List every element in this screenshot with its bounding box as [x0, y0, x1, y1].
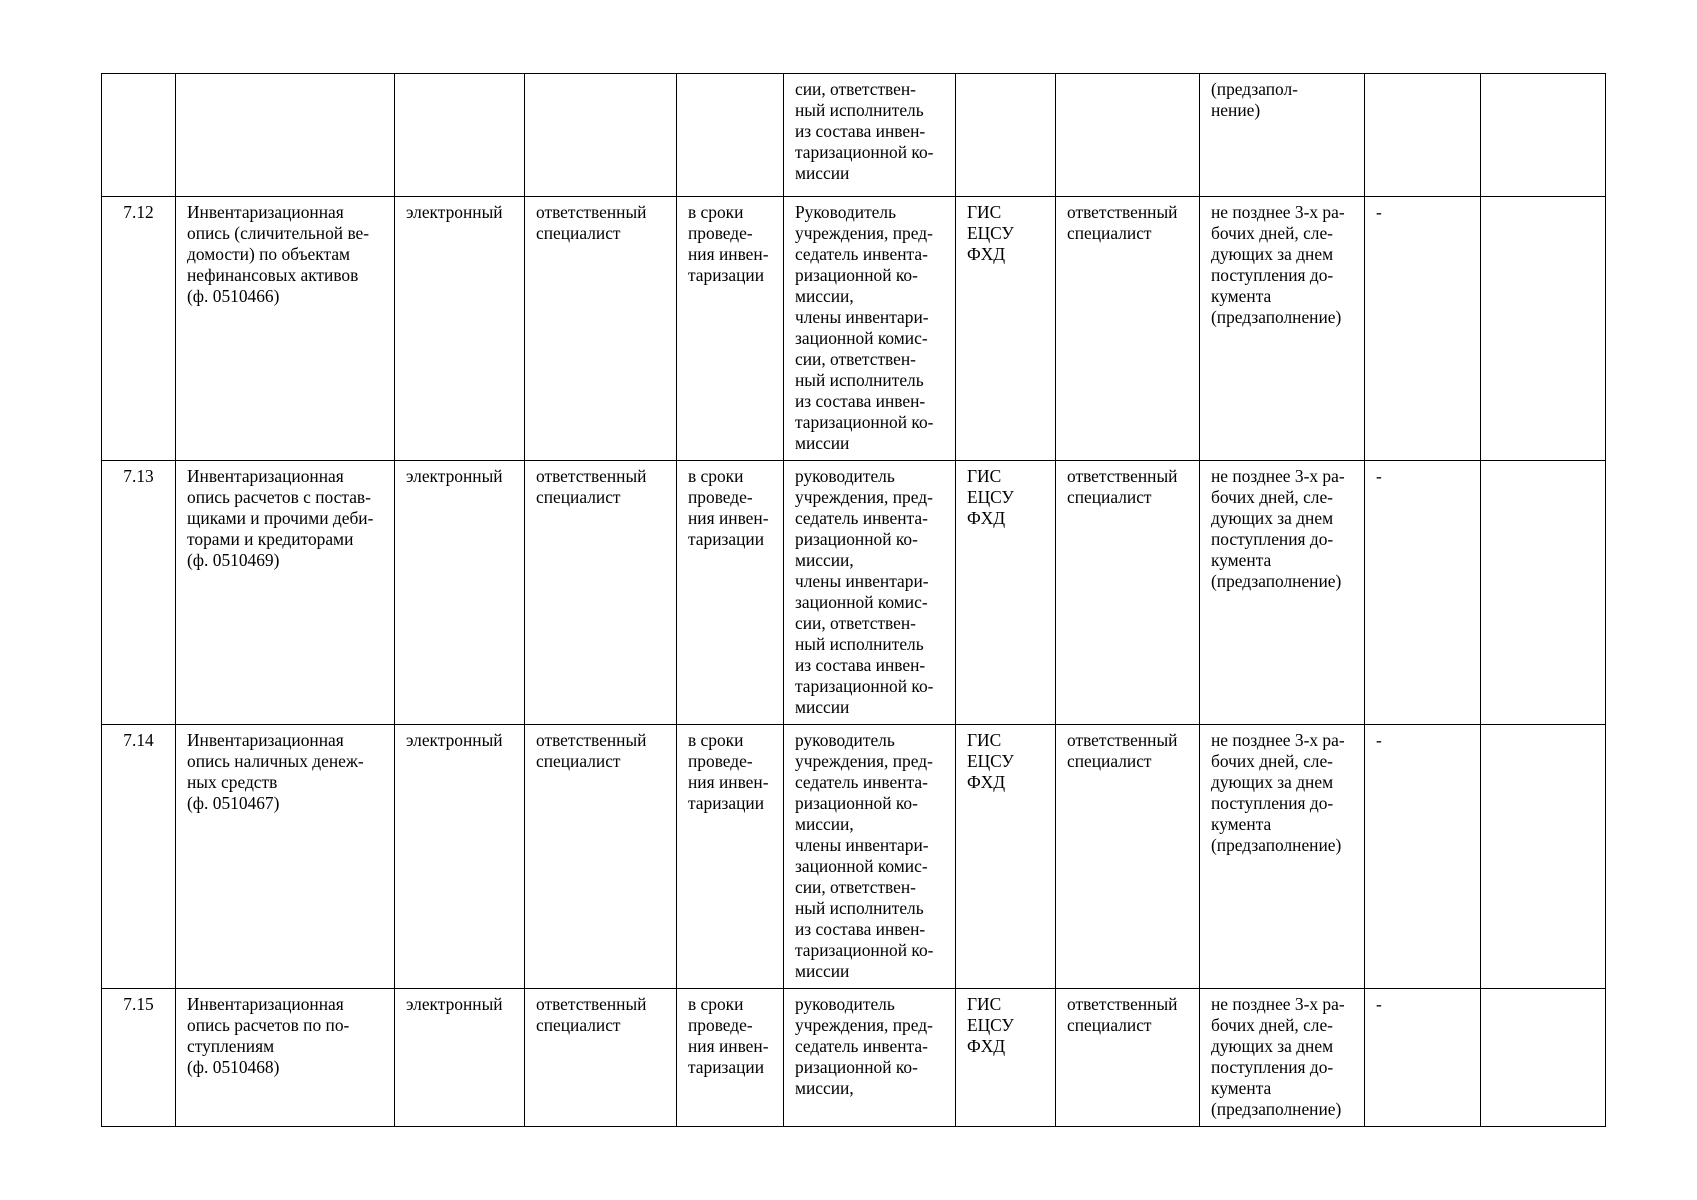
document-format: электронный	[406, 730, 503, 750]
information-system: ГИС ЕЦСУ ФХД	[967, 466, 1014, 528]
document-name: Инвентаризационная опись наличных денеж- ных средств (ф. 0510467)	[187, 730, 364, 813]
information-system: ГИС ЕЦСУ ФХД	[967, 202, 1014, 264]
document-submitter: ответственный специалист	[1067, 994, 1178, 1035]
transfer-deadline: не позднее 3-х ра- бочих дней, сле- дующих за днем поступления до- кумента (предзаполнение)	[1211, 202, 1345, 327]
document-format: электронный	[406, 466, 503, 486]
document-submitter: ответственный специалист	[1067, 466, 1178, 507]
note-value: -	[1376, 202, 1382, 222]
system-cell	[956, 74, 1056, 197]
document-name-cell	[176, 989, 395, 1127]
table-row	[102, 74, 1606, 197]
table-row	[102, 197, 1606, 461]
row-number: 7.15	[123, 994, 154, 1014]
creator-cell	[525, 197, 677, 461]
document-submitter: ответственный специалист	[1067, 730, 1178, 771]
submitter-cell	[1056, 725, 1200, 989]
note-cell	[1365, 74, 1481, 197]
signers-cell	[784, 74, 956, 197]
system-cell	[956, 197, 1056, 461]
submitter-cell	[1056, 461, 1200, 725]
row-number: 7.13	[123, 466, 154, 486]
creator-cell	[525, 461, 677, 725]
system-cell	[956, 461, 1056, 725]
document-creator: ответственный специалист	[536, 994, 647, 1035]
document-submitter: ответственный специалист	[1067, 202, 1178, 243]
document-name-cell	[176, 74, 395, 197]
format-cell	[395, 74, 525, 197]
creation-deadline: в сроки проведе- ния инвен- таризации	[688, 202, 769, 285]
document-signers: сии, ответствен- ный исполнитель из состава инвен- таризационной ко- миссии	[795, 79, 934, 183]
information-system: ГИС ЕЦСУ ФХД	[967, 730, 1014, 792]
submitter-cell	[1056, 74, 1200, 197]
creation-deadline: в сроки проведе- ния инвен- таризации	[688, 994, 769, 1077]
transfer-deadline: (предзапол- нение)	[1211, 79, 1298, 120]
row-number-cell	[102, 461, 176, 725]
creator-cell	[525, 74, 677, 197]
creation-deadline: в сроки проведе- ния инвен- таризации	[688, 730, 769, 813]
document-signers: руководитель учреждения, пред- седатель инвента- ризационной ко- миссии, члены инвентари- зационной комис- сии, ответствен- ный исполнитель из состава инвен- таризационной ко- миссии	[795, 466, 934, 717]
document-name-cell	[176, 725, 395, 989]
format-cell	[395, 461, 525, 725]
row-number-cell	[102, 989, 176, 1127]
document-signers: руководитель учреждения, пред- седатель инвента- ризационной ко- миссии, члены инвентари- зационной комис- сии, ответствен- ный исполнитель из состава инвен- таризационной ко- миссии	[795, 730, 934, 981]
document-signers: руководитель учреждения, пред- седатель инвента- ризационной ко- миссии,	[795, 994, 933, 1098]
deadline-cell	[677, 74, 784, 197]
format-cell	[395, 725, 525, 989]
deadline-cell	[677, 197, 784, 461]
row-number-cell	[102, 197, 176, 461]
creator-cell	[525, 725, 677, 989]
table-row	[102, 725, 1606, 989]
note-cell	[1365, 725, 1481, 989]
row-number-cell	[102, 725, 176, 989]
document-creator: ответственный специалист	[536, 730, 647, 771]
deadline-cell	[677, 989, 784, 1127]
transfer-deadline-cell	[1200, 725, 1365, 989]
note-value: -	[1376, 730, 1382, 750]
document-name: Инвентаризационная опись (сличительной ве- домости) по объектам нефинансовых активов (ф. 0510466)	[187, 202, 370, 306]
extra-cell	[1481, 461, 1606, 725]
extra-cell	[1481, 197, 1606, 461]
transfer-deadline-cell	[1200, 461, 1365, 725]
format-cell	[395, 197, 525, 461]
format-cell	[395, 989, 525, 1127]
creator-cell	[525, 989, 677, 1127]
extra-cell	[1481, 989, 1606, 1127]
system-cell	[956, 725, 1056, 989]
table-row	[102, 989, 1606, 1127]
row-number-cell	[102, 74, 176, 197]
document-table	[101, 73, 1606, 1127]
document-name-cell	[176, 461, 395, 725]
transfer-deadline-cell	[1200, 989, 1365, 1127]
extra-cell	[1481, 74, 1606, 197]
deadline-cell	[677, 725, 784, 989]
note-value: -	[1376, 994, 1382, 1014]
document-name-cell	[176, 197, 395, 461]
transfer-deadline: не позднее 3-х ра- бочих дней, сле- дующих за днем поступления до- кумента (предзаполнение)	[1211, 994, 1345, 1119]
extra-cell	[1481, 725, 1606, 989]
system-cell	[956, 989, 1056, 1127]
document-format: электронный	[406, 994, 503, 1014]
document-name: Инвентаризационная опись расчетов по по- ступлениям (ф. 0510468)	[187, 994, 350, 1077]
document-creator: ответственный специалист	[536, 466, 647, 507]
transfer-deadline-cell	[1200, 197, 1365, 461]
transfer-deadline: не позднее 3-х ра- бочих дней, сле- дующих за днем поступления до- кумента (предзаполнение)	[1211, 466, 1345, 591]
note-cell	[1365, 461, 1481, 725]
transfer-deadline-cell	[1200, 74, 1365, 197]
document-creator: ответственный специалист	[536, 202, 647, 243]
signers-cell	[784, 725, 956, 989]
note-cell	[1365, 989, 1481, 1127]
submitter-cell	[1056, 197, 1200, 461]
submitter-cell	[1056, 989, 1200, 1127]
deadline-cell	[677, 461, 784, 725]
note-value: -	[1376, 466, 1382, 486]
signers-cell	[784, 461, 956, 725]
table-row	[102, 461, 1606, 725]
signers-cell	[784, 197, 956, 461]
document-format: электронный	[406, 202, 503, 222]
note-cell	[1365, 197, 1481, 461]
row-number: 7.12	[123, 202, 154, 222]
document-signers: Руководитель учреждения, пред- седатель инвента- ризационной ко- миссии, члены инвентари- зационной комис- сии, ответствен- ный исполнитель из состава инвен- таризационной ко- миссии	[795, 202, 934, 453]
information-system: ГИС ЕЦСУ ФХД	[967, 994, 1014, 1056]
document-name: Инвентаризационная опись расчетов с постав- щиками и прочими деби- торами и кредиторами (ф. 0510469)	[187, 466, 374, 570]
row-number: 7.14	[123, 730, 154, 750]
transfer-deadline: не позднее 3-х ра- бочих дней, сле- дующих за днем поступления до- кумента (предзаполнение)	[1211, 730, 1345, 855]
signers-cell	[784, 989, 956, 1127]
creation-deadline: в сроки проведе- ния инвен- таризации	[688, 466, 769, 549]
